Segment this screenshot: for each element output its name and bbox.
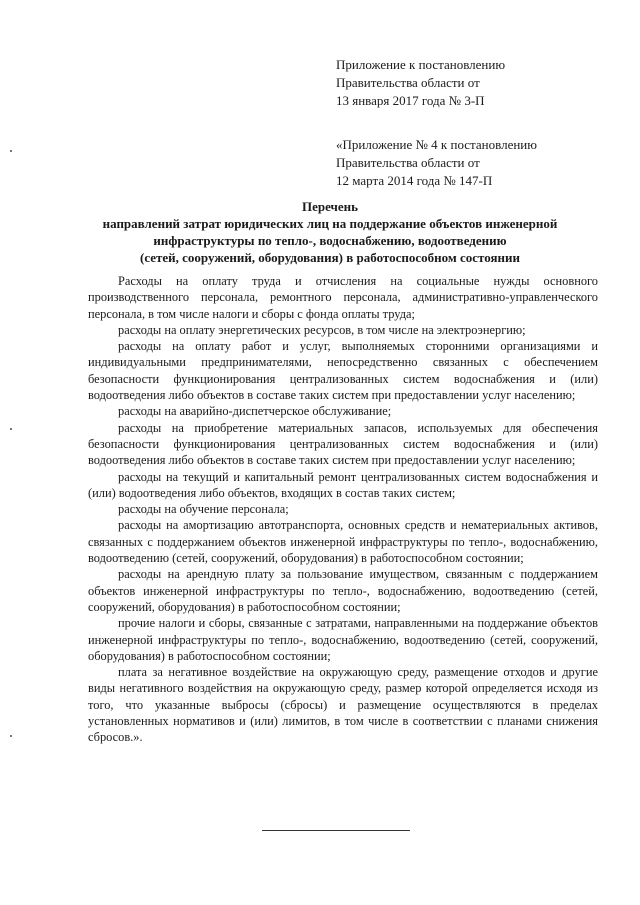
title-line: (сетей, сооружений, оборудования) в работоспособном состоянии — [139, 250, 521, 265]
scan-mark — [10, 428, 12, 430]
approval-line: Правительства области от — [336, 75, 480, 90]
title-line: направлений затрат юридических лиц на поддержание объектов инженерной — [102, 216, 558, 231]
paragraph: расходы на текущий и капитальный ремонт централизованных систем водоснабжения и (или) водоотведения либо объектов, входящих в состав таких систем; — [88, 469, 598, 500]
paragraph: расходы на арендную плату за пользование имуществом, связанным с поддержанием объектов инженерной инфраструктуры по тепло-, водоснабжению, водоотведению (сетей, сооружений, оборудования) в работоспособном состоянии; — [88, 567, 598, 614]
approval-line: «Приложение № 4 к постановлению — [336, 137, 537, 152]
paragraph: расходы на амортизацию автотранспорта, основных средств и нематериальных активов, связанных с поддержанием объектов инженерной инфраструктуры по тепло-, водоснабжению, водоотведению (сетей, сооружений, оборудования) в работоспособном состоянии; — [88, 518, 598, 566]
document-body — [88, 273, 598, 746]
document-title — [60, 198, 600, 266]
paragraph: расходы на аварийно-диспетчерское обслуживание; — [118, 404, 392, 419]
paragraph: расходы на приобретение материальных запасов, используемых для обеспечения безопасности функционирования централизованных систем водоснабжения и (или) водоотведения либо объектов в составе таких систем при предоставлении услуг населению; — [88, 420, 598, 468]
title-heading: Перечень — [301, 199, 359, 214]
paragraph: расходы на оплату энергетических ресурсов, в том числе на электроэнергию; — [118, 322, 526, 337]
paragraph: плата за негативное воздействие на окружающую среду, размещение отходов и другие виды негативного воздействия на окружающую среду, размер которой определяется исходя из того, что указанные выбросы (сбросы) и размещение осуществляются в пределах установленных нормативов и (или) лимитов, в том числе в соответствии с планами снижения сбросов.». — [88, 665, 598, 745]
approval-line: Приложение к постановлению — [336, 57, 506, 72]
paragraph: расходы на оплату работ и услуг, выполняемых сторонними организациями и индивидуальными предпринимателями, непосредственно связанных с обеспечением безопасности функционирования централизованных систем водоснабжения и (или) водоотведения либо объектов в составе таких систем при предоставлении услуг населению; — [88, 339, 598, 403]
scan-mark — [10, 735, 12, 737]
approval-stamp-original — [336, 136, 606, 190]
approval-stamp-current — [336, 56, 606, 110]
title-line: инфраструктуры по тепло-, водоснабжению, водоотведению — [153, 233, 507, 248]
closing-divider — [262, 830, 410, 831]
paragraph: расходы на обучение персонала; — [118, 502, 289, 517]
approval-line: 13 января 2017 года № 3-П — [336, 93, 485, 108]
paragraph: Расходы на оплату труда и отчисления на социальные нужды основного производственного персонала, ремонтного персонала, административно-управленческого персонала, в том числе налоги и сборы с фонда оплаты труда; — [88, 274, 598, 321]
approval-line: 12 марта 2014 года № 147-П — [336, 173, 493, 188]
approval-line: Правительства области от — [336, 155, 480, 170]
scan-mark — [10, 150, 12, 152]
paragraph: прочие налоги и сборы, связанные с затратами, направленными на поддержание объектов инженерной инфраструктуры по тепло-, водоснабжению, водоотведению (сетей, сооружений, оборудования) в работоспособном состоянии; — [88, 616, 598, 663]
